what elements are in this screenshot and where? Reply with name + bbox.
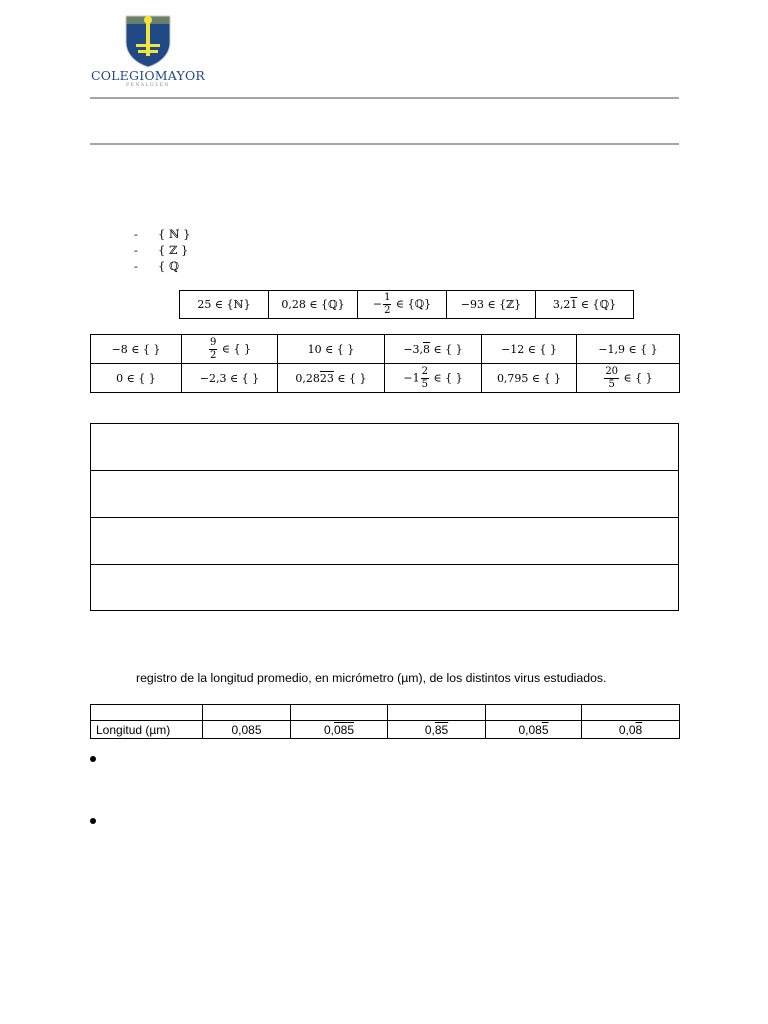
table-cell[interactable]: −8 ∈ { } <box>91 335 182 364</box>
table-cell[interactable]: −1 $\frac{2}{5}$ ∈ { } <box>385 364 482 393</box>
table-cell: −93 ∈ {ℤ} <box>447 291 536 319</box>
table-header-cell[interactable] <box>486 705 582 721</box>
list-item: - { ℚ <box>134 259 179 273</box>
answer-row[interactable] <box>91 424 678 471</box>
table-row <box>180 291 634 319</box>
answer-box[interactable] <box>90 423 679 611</box>
row-label: Longitud (µm) <box>91 721 203 739</box>
table-header-cell[interactable] <box>388 705 486 721</box>
intro-text: registro de la longitud promedio, en micrómetro (µm), de los distintos virus estudiados. <box>136 671 607 685</box>
repeating-digits: 085 <box>333 722 355 737</box>
fraction: $\frac{20}{5}$ <box>605 365 619 390</box>
title-divider <box>90 143 679 145</box>
table-cell: 0,28 ∈ {ℚ} <box>269 291 358 319</box>
table-header-cell[interactable] <box>582 705 680 721</box>
list-item: - { ℕ } <box>134 227 191 241</box>
table-cell: 3,21 ∈ {ℚ} <box>536 291 634 319</box>
table-cell: 0,08 <box>582 721 680 739</box>
table-row <box>91 364 680 393</box>
table-cell[interactable]: −1,9 ∈ { } <box>577 335 680 364</box>
repeating-digits: 5 <box>541 722 549 737</box>
table-cell[interactable]: 0 ∈ { } <box>91 364 182 393</box>
table-cell: 25 ∈ {ℕ} <box>180 291 269 319</box>
fraction: $\frac{2}{5}$ <box>421 365 428 390</box>
school-subtitle: PEÑALOLÉN <box>126 83 170 88</box>
table-cell: 0,85 <box>388 721 486 739</box>
table-header-cell[interactable] <box>291 705 388 721</box>
virus-length-table <box>90 704 680 739</box>
table-cell[interactable]: −12 ∈ { } <box>482 335 577 364</box>
table-cell[interactable]: −3,8 ∈ { } <box>385 335 482 364</box>
repeating-digits: 85 <box>434 722 449 737</box>
bullet-point <box>90 818 98 826</box>
table-cell[interactable]: −2,3 ∈ { } <box>182 364 278 393</box>
table-row <box>91 705 680 721</box>
repeating-digits: 8 <box>423 342 431 356</box>
table-cell: 0,085 <box>486 721 582 739</box>
table-cell: − $\frac{1}{2}$ ∈ {ℚ} <box>358 291 447 319</box>
answer-row[interactable] <box>91 565 678 612</box>
fraction: $\frac{9}{2}$ <box>209 336 217 361</box>
table-row <box>91 721 680 739</box>
repeating-digits: 1 <box>570 298 578 311</box>
answer-row[interactable] <box>91 471 678 518</box>
bullet-point <box>90 756 98 764</box>
number-set-list <box>134 226 190 274</box>
classify-table <box>90 334 680 393</box>
table-cell[interactable]: 0,795 ∈ { } <box>482 364 577 393</box>
answer-row[interactable] <box>91 518 678 565</box>
repeating-digits: 8 <box>635 722 643 737</box>
table-cell[interactable]: $\frac{20}{5}$ ∈ { } <box>577 364 680 393</box>
header-divider <box>90 97 679 99</box>
table-cell[interactable]: 10 ∈ { } <box>278 335 385 364</box>
table-header-cell[interactable] <box>91 705 203 721</box>
table-cell: 0,085 <box>291 721 388 739</box>
school-name: COLEGIOMAYOR <box>90 68 206 83</box>
table-cell: 0,085 <box>203 721 291 739</box>
fraction: $\frac{1}{2}$ <box>384 292 391 316</box>
example-table <box>179 290 634 319</box>
table-cell[interactable]: $\frac{9}{2}$ ∈ { } <box>182 335 278 364</box>
list-item: - { ℤ } <box>134 243 189 257</box>
table-header-cell[interactable] <box>203 705 291 721</box>
repeating-digits: 23 <box>319 371 334 385</box>
table-cell[interactable]: 0,2823 ∈ { } <box>278 364 385 393</box>
school-logo <box>88 12 208 92</box>
school-shield-icon <box>124 12 172 68</box>
table-row <box>91 335 680 364</box>
